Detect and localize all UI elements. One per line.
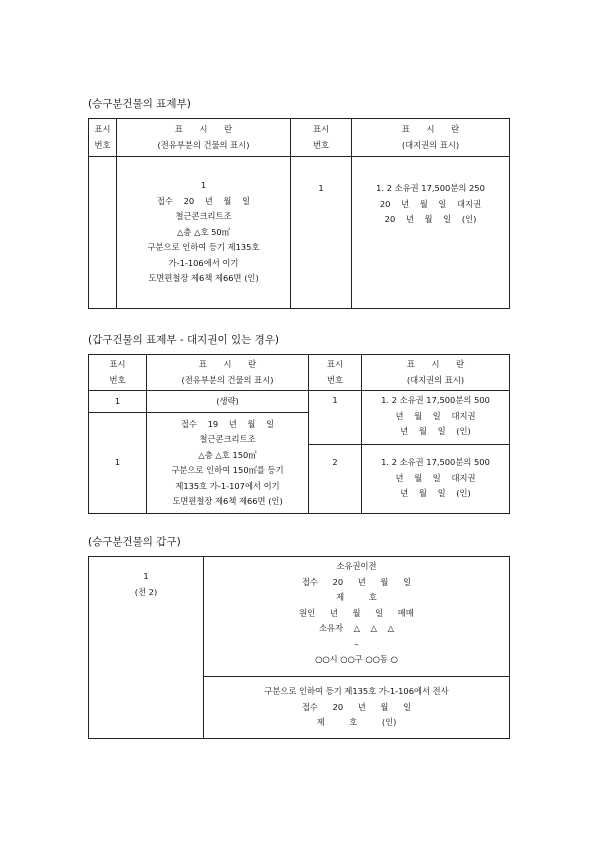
header-number-left: 표시 번호 [89,119,117,157]
section1-heading: (승구분건물의 표제부) [88,98,191,110]
row1-land-right-description: 1. 2 소유권 17,500분의 500 년 월 일 대지권 년 월 일 (인) [362,391,510,445]
header-number-right: 표시 번호 [309,355,362,391]
section2-table [88,354,510,514]
section3-table [88,556,510,739]
header-display-left: 표 시 란 (전유부분의 건물의 표시) [117,119,291,157]
ownership-transfer-entry: 소유권이전 접수 20 년 월 일 제 호 원인 년 월 일 매매 소유자 △ △ △ – ○○시 ○○구 ○○동 ○ [204,557,510,677]
transfer-note-entry: 구분으로 인하여 등기 제135호 가-1-106에서 전사 접수 20 년 월 일 제 호 (인) [204,677,510,739]
header-display-right: 표 시 란 (대지권의 표시) [352,119,510,157]
row1-number-right: 1 [309,391,362,445]
land-right-description: 1. 2 소유권 17,500분의 250 20 년 월 일 대지권 20 년 월 일 (인) [352,157,510,309]
row-number-right: 1 [291,157,352,309]
section2-heading: (갑구건물의 표제부 - 대지권이 있는 경우) [88,334,279,346]
header-number-left: 표시 번호 [89,355,147,391]
row2-land-right-description: 1. 2 소유권 17,500분의 500 년 월 일 대지권 년 월 일 (인) [362,445,510,514]
section3-heading: (승구분건물의 갑구) [88,536,181,548]
rank-number-cell: 1 (전 2) [89,557,204,739]
row1-number-left: 1 [89,391,147,413]
row2-building-description: 접수 19 년 월 일 철근콘크리트조 △층 △호 150㎡ 구분으로 인하여 150㎡를 등기 제135호 가-1-107에서 이기 도면편철장 제6책 제66면 (인) [147,413,309,514]
header-display-left: 표 시 란 (전유부분의 건물의 표시) [147,355,309,391]
row2-number-right: 2 [309,445,362,514]
header-number-right: 표시 번호 [291,119,352,157]
row2-number-left: 1 [89,413,147,514]
header-display-right: 표 시 란 (대지권의 표시) [362,355,510,391]
section1-table [88,118,510,309]
row-number-left-cell [89,157,117,309]
row1-building-description: (생략) [147,391,309,413]
building-description: 1 접수 20 년 월 일 철근콘크리트조 △층 △호 50㎡ 구분으로 인하여 등기 제135호 가-1-106에서 이기 도면편철장 제6책 제66면 (인) [117,157,291,309]
